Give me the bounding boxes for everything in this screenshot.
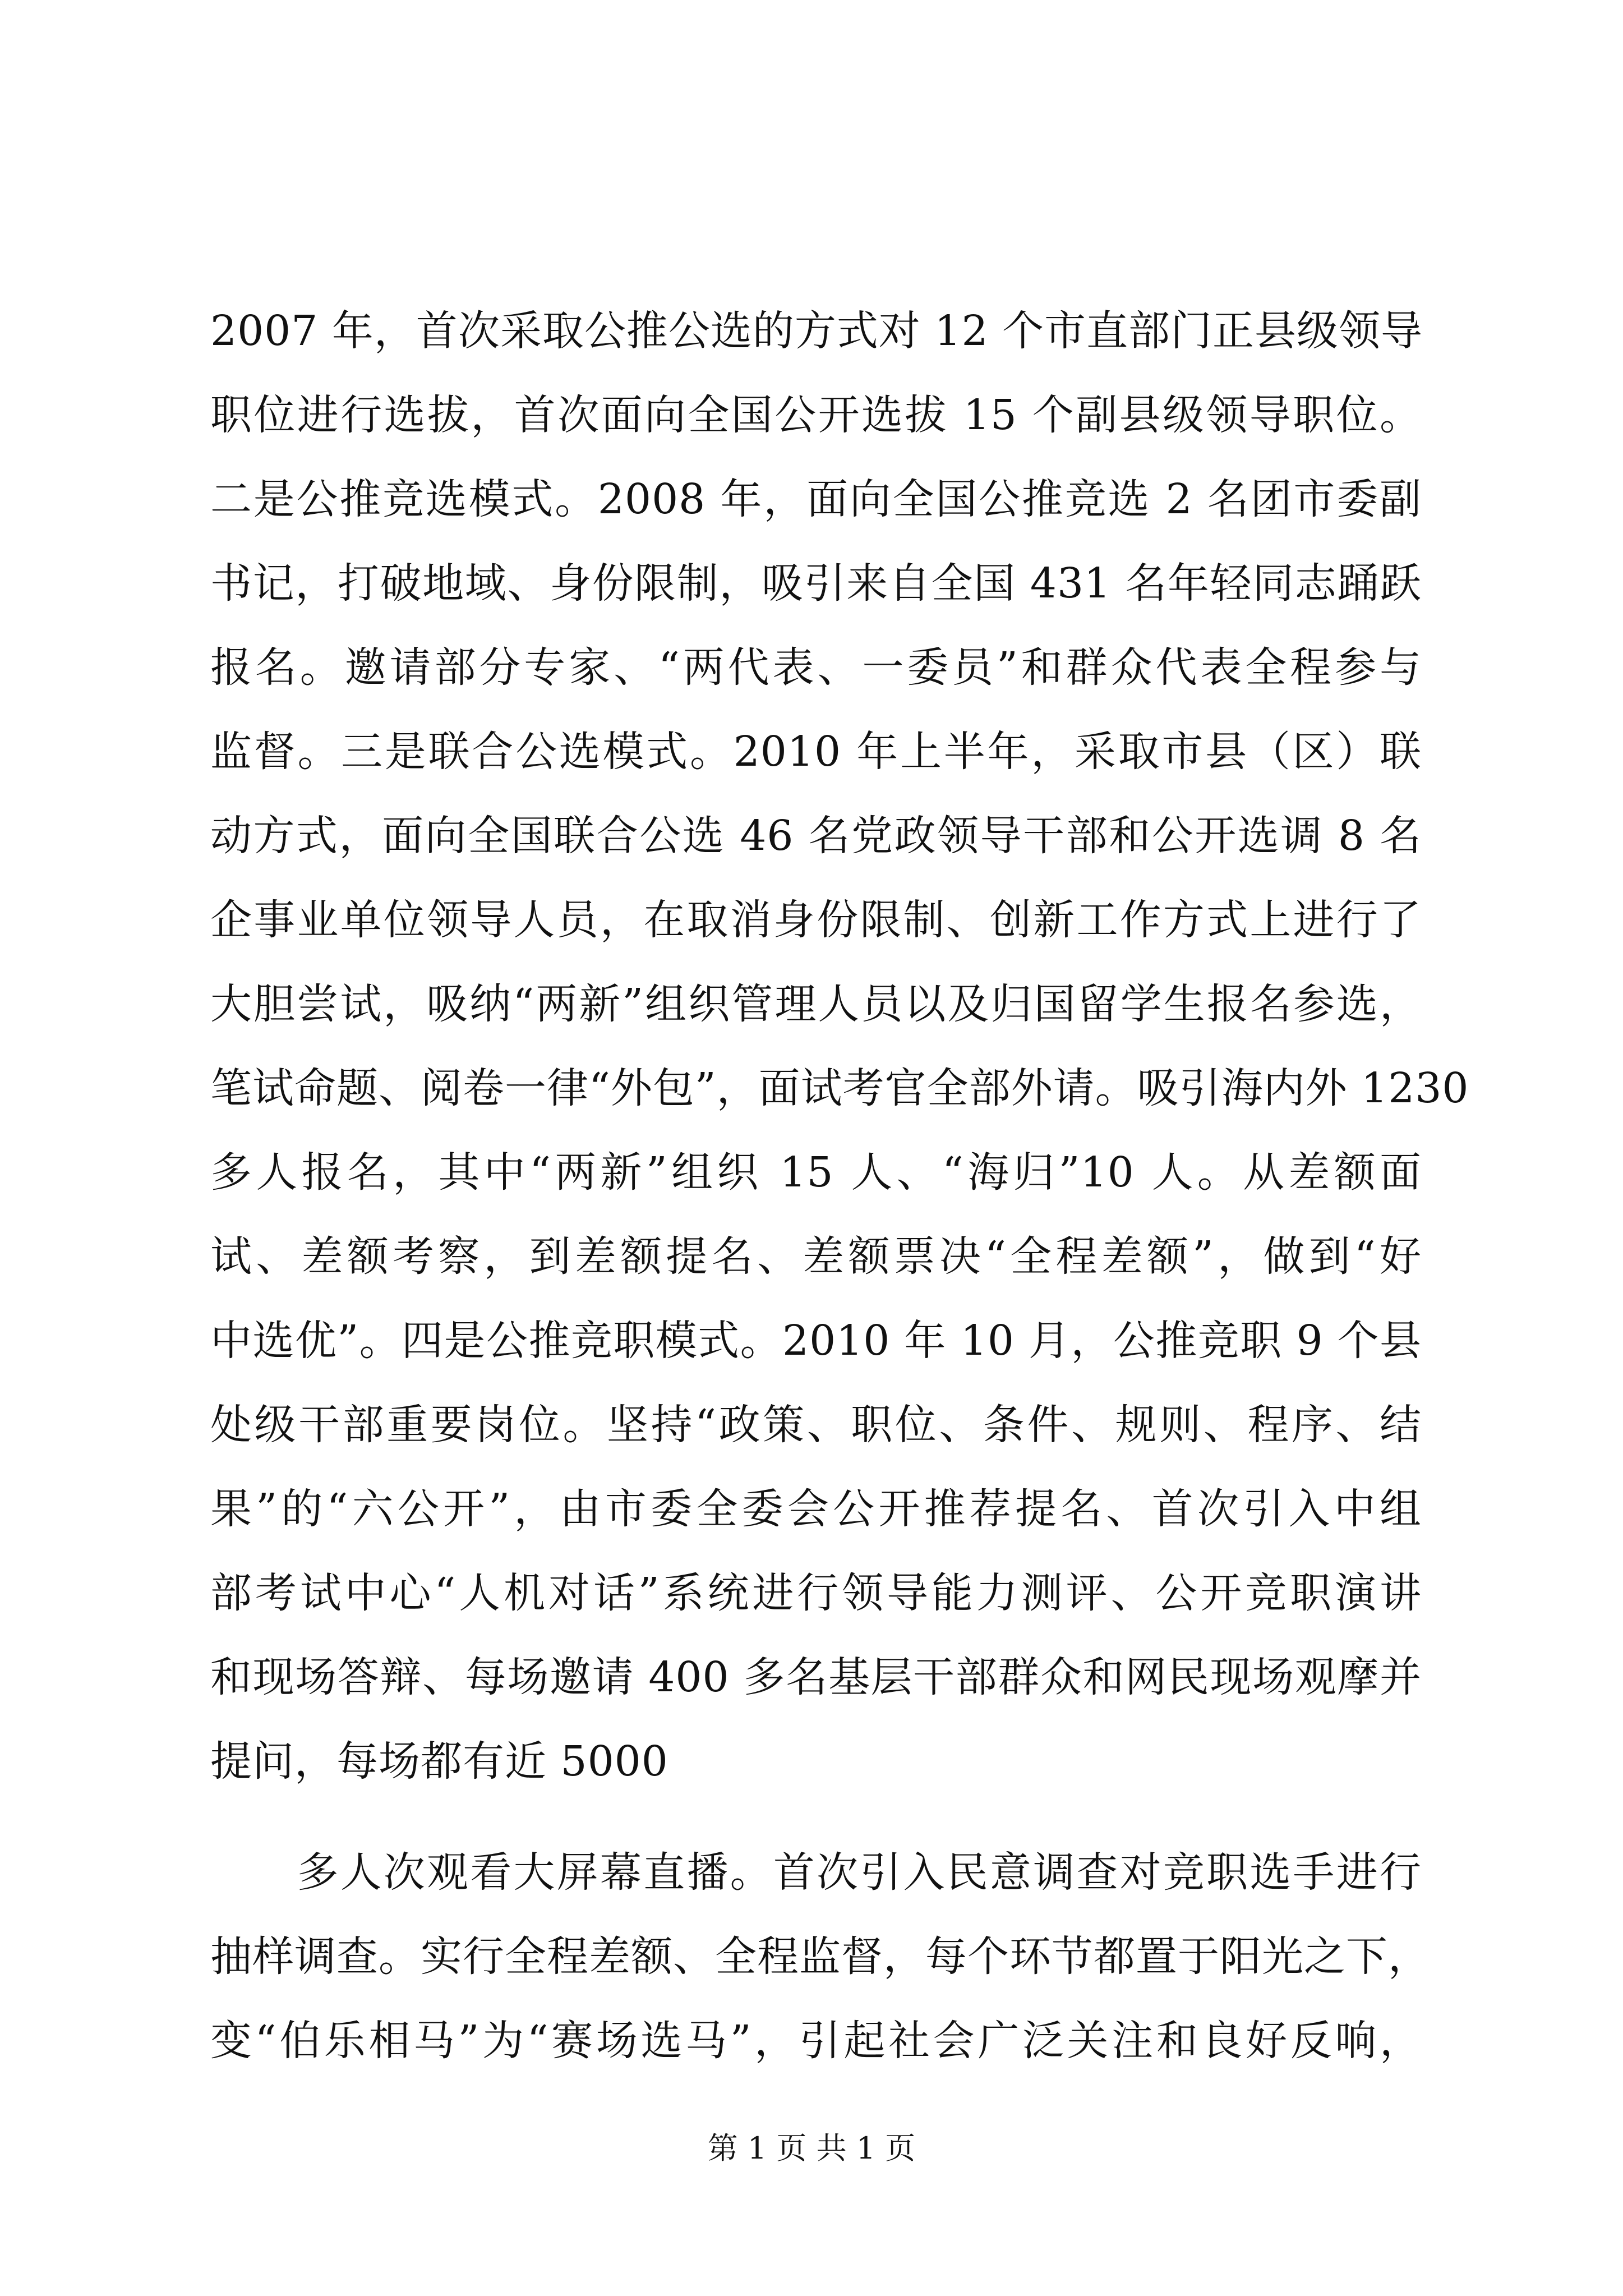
- paragraph-1: [210, 289, 1469, 1803]
- text-line: 笔试命题、阅卷一律“外包”，面试考官全部外请。吸引海内外 1230: [210, 1064, 1469, 1112]
- text-line: 部考试中心“人机对话”系统进行领导能力测评、公开竞职演讲: [210, 1569, 1422, 1617]
- text-line: 2007 年，首次采取公推公选的方式对 12 个市直部门正县级领导: [210, 307, 1423, 355]
- text-line: 中选优”。四是公推竞职模式。2010 年 10 月，公推竞职 9 个县: [210, 1317, 1422, 1365]
- text-line: 报名。邀请部分专家、“两代表、一委员”和群众代表全程参与: [210, 643, 1422, 692]
- document-body: [210, 289, 1469, 2083]
- text-line: 和现场答辩、每场邀请 400 多名基层干部群众和网民现场观摩并: [210, 1653, 1422, 1701]
- text-line: 动方式，面向全国联合公选 46 名党政领导干部和公开选调 8 名: [210, 812, 1422, 860]
- text-line: 企事业单位领导人员，在取消身份限制、创新工作方式上进行了: [210, 896, 1422, 944]
- page-footer: 第 1 页 共 1 页: [707, 2131, 916, 2166]
- paragraph-2: [210, 1830, 1430, 2083]
- paragraph-spacer: [210, 1803, 1422, 1830]
- text-line: 多人报名，其中“两新”组织 15 人、“海归”10 人。从差额面: [210, 1148, 1422, 1197]
- text-line: 果”的“六公开”，由市委全委会公开推荐提名、首次引入中组: [210, 1485, 1422, 1533]
- text-line: 二是公推竞选模式。2008 年，面向全国公推竞选 2 名团市委副: [210, 475, 1422, 523]
- text-line: 大胆尝试，吸纳“两新”组织管理人员以及归国留学生报名参选，: [210, 980, 1422, 1028]
- text-line: 监督。三是联合公选模式。2010 年上半年，采取市县（区）联: [210, 728, 1422, 776]
- text-line: 提问，每场都有近 5000: [210, 1737, 668, 1786]
- text-line: 抽样调查。实行全程差额、全程监督，每个环节都置于阳光之下，: [210, 1932, 1430, 1981]
- text-line: 试、差额考察，到差额提名、差额票决“全程差额”，做到“好: [210, 1232, 1422, 1281]
- text-line: 书记，打破地域、身份限制，吸引来自全国 431 名年轻同志踊跃: [210, 559, 1422, 608]
- text-line: 多人次观看大屏幕直播。首次引入民意调查对竞职选手进行: [210, 1848, 1422, 1897]
- text-line: 职位进行选拔，首次面向全国公开选拔 15 个副县级领导职位。: [210, 391, 1422, 439]
- text-line: 变“伯乐相马”为“赛场选马”，引起社会广泛关注和良好反响，: [210, 2017, 1422, 2065]
- text-line: 处级干部重要岗位。坚持“政策、职位、条件、规则、程序、结: [210, 1401, 1422, 1449]
